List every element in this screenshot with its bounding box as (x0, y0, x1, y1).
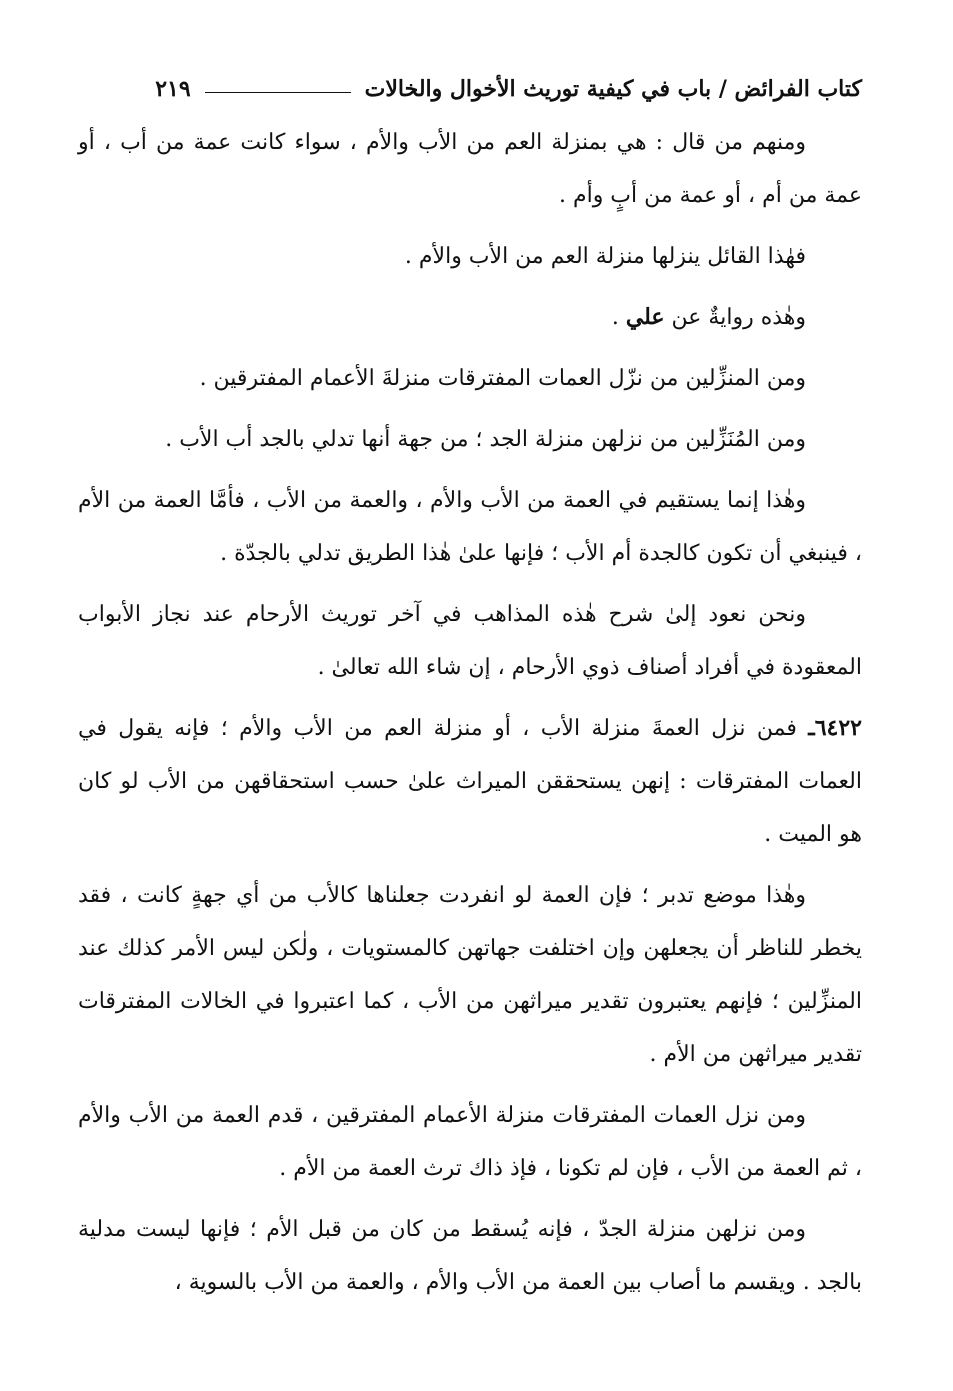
paragraph: وهٰذا موضع تدبر ؛ فإن العمة لو انفردت جعلناها كالأب من أي جهةٍ كانت ، فقد يخطر للناظر أن يجعلهن وإن اختلفت جهاتهن كالمستويات ، ولٰكن ليس الأمر كذلك عند المنزِّلين ؛ فإنهم يعتبرون تقدير ميراثهن من الأب ، كما اعتبروا في الخالات المفترقات تقدير ميراثهن من الأم . (78, 883, 862, 1067)
numbered-paragraph (78, 702, 862, 861)
book-page (78, 66, 862, 1317)
paragraph-text: فمن نزل العمةَ منزلة الأب ، أو منزلة العم من الأب والأم ؛ فإنه يقول في العمات المفترقات : إنهن يستحققن الميراث علىٰ حسب استحقاقهن من الأب لو كان هو الميت . (78, 716, 862, 847)
paragraph: ومن المُنَزِّلين من نزلهن منزلة الجد ؛ من جهة أنها تدلي بالجد أب الأب . (165, 427, 806, 452)
paragraph-text: وهٰذه روايةٌ عن (664, 305, 806, 330)
paragraph: فهٰذا القائل ينزلها منزلة العم من الأب والأم . (404, 244, 806, 269)
issue-number: ٦٤٢٢ـ (808, 715, 862, 741)
running-title: كتاب الفرائض / باب في كيفية توريث الأخوال والخالات (364, 76, 862, 102)
paragraph: وهٰذا إنما يستقيم في العمة من الأب والأم ، والعمة من الأب ، فأمَّا العمة من الأم ، فينبغي أن تكون كالجدة أم الأب ؛ فإنها علىٰ هٰذا الطريق تدلي بالجدّة . (78, 488, 862, 566)
paragraph: ومن نزلهن منزلة الجدّ ، فإنه يُسقط من كان من قبل الأم ؛ فإنها ليست مدلية بالجد . ويقسم ما أصاب بين العمة من الأب والأم ، والعمة من الأب بالسوية ، (78, 1217, 862, 1295)
body-text (78, 116, 862, 1309)
bold-name: علي (625, 304, 665, 330)
header-rule (205, 92, 351, 93)
paragraph: ومن نزل العمات المفترقات منزلة الأعمام المفترقين ، قدم العمة من الأب والأم ، ثم العمة من الأب ، فإن لم تكونا ، فإذ ذاك ترث العمة من الأم . (78, 1103, 862, 1181)
page-number: ٢١٩ (155, 76, 191, 102)
running-header (78, 66, 862, 112)
paragraph: ونحن نعود إلىٰ شرح هٰذه المذاهب في آخر توريث الأرحام عند نجاز الأبواب المعقودة في أفراد أصناف ذوي الأرحام ، إن شاء الله تعالىٰ . (78, 602, 862, 680)
paragraph (78, 291, 862, 344)
paragraph-text: . (611, 305, 626, 330)
paragraph: ومنهم من قال : هي بمنزلة العم من الأب والأم ، سواء كانت عمة من أب ، أو عمة من أم ، أو عمة من أبٍ وأم . (78, 130, 862, 208)
paragraph: ومن المنزِّلين من نزّل العمات المفترقات منزلةَ الأعمام المفترقين . (199, 366, 806, 391)
